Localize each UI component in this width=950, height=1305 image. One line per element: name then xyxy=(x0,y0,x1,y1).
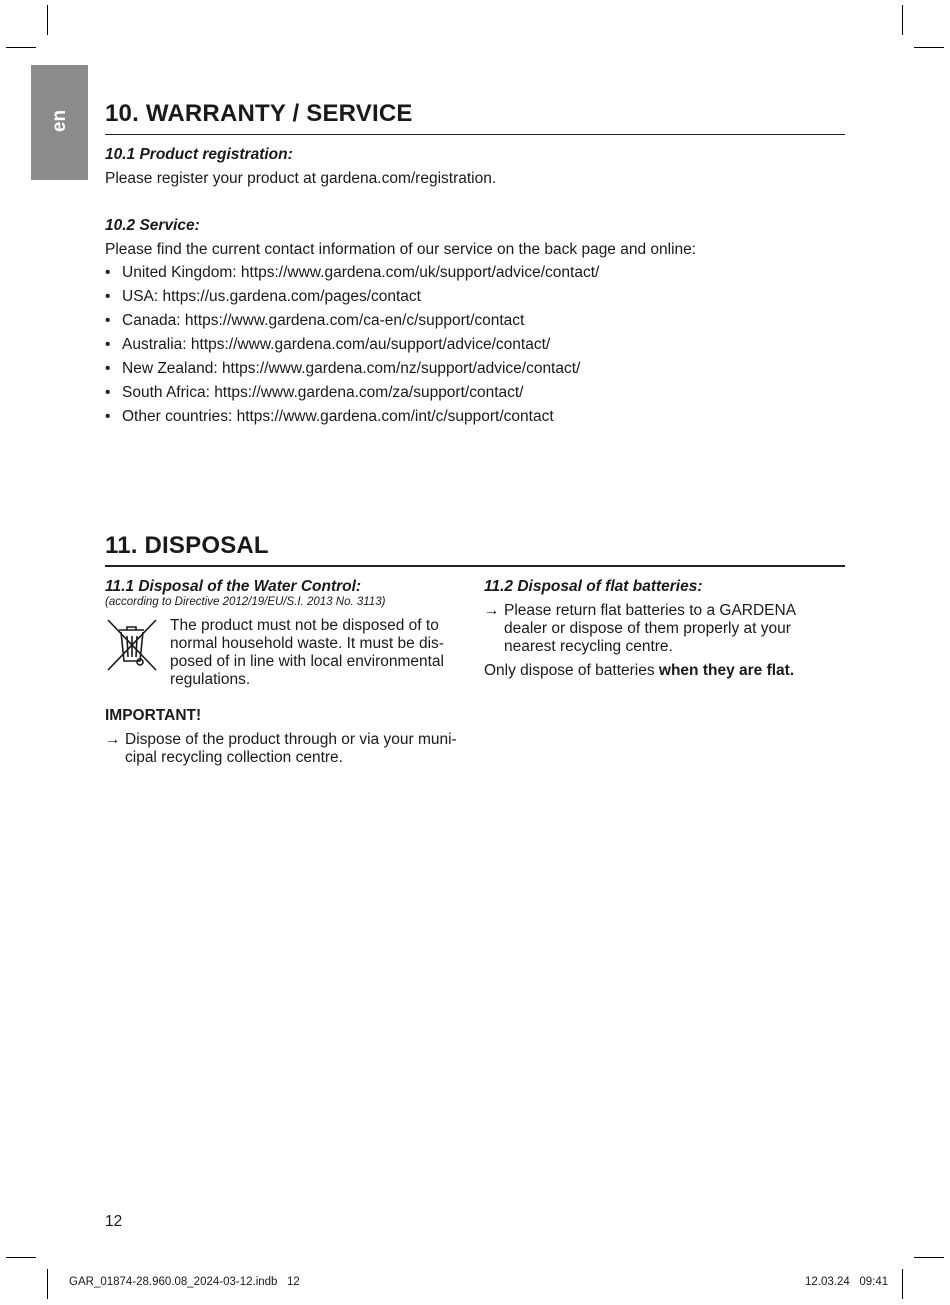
footer-filename: GAR_01874-28.960.08_2024-03-12.indb 12 xyxy=(69,1276,300,1288)
language-tab-label: en xyxy=(48,109,70,133)
instruction-line: Please return flat batteries to a GARDENA xyxy=(504,602,797,619)
instruction-line: nearest recycling centre. xyxy=(504,638,673,655)
contact-south-africa: • South Africa: https://www.gardena.com/za/support/contact/ xyxy=(105,384,599,408)
important-label: IMPORTANT! xyxy=(105,707,202,724)
dispose-product-instruction xyxy=(105,731,457,767)
directive-note: (according to Directive 2012/19/EU/S.I. 2013 No. 3113) xyxy=(105,596,386,608)
instruction-line: cipal recycling collection centre. xyxy=(125,749,343,766)
contact-uk: • United Kingdom: https://www.gardena.com/uk/support/advice/contact/ xyxy=(105,264,599,288)
section-10-rule xyxy=(105,134,845,135)
service-heading: 10.2 Service: xyxy=(105,217,200,234)
service-intro: Please find the current contact information of our service on the back page and online: xyxy=(105,241,697,258)
crop-mark xyxy=(914,1257,944,1258)
weee-paragraph xyxy=(170,617,444,689)
crop-mark xyxy=(47,5,48,35)
flat-batteries-note xyxy=(484,662,794,680)
instruction-line: Dispose of the product through or via your muni- xyxy=(125,731,457,748)
arrow-right-icon: → xyxy=(484,602,500,619)
language-tab xyxy=(31,65,88,180)
contact-new-zealand: • New Zealand: https://www.gardena.com/nz/support/advice/contact/ xyxy=(105,360,599,384)
crop-mark xyxy=(6,47,36,48)
crop-mark xyxy=(6,1257,36,1258)
arrow-right-icon: → xyxy=(105,731,121,748)
weee-line: posed of in line with local environmental xyxy=(170,653,444,670)
service-contact-list xyxy=(105,264,599,432)
crop-mark xyxy=(47,1269,48,1299)
section-11-title: 11. DISPOSAL xyxy=(105,532,269,559)
contact-usa: • USA: https://us.gardena.com/pages/contact xyxy=(105,288,599,312)
weee-line: normal household waste. It must be dis- xyxy=(170,635,444,652)
footer-timestamp: 12.03.24 09:41 xyxy=(805,1276,889,1288)
instruction-line: dealer or dispose of them properly at your xyxy=(504,620,791,637)
crop-mark xyxy=(902,5,903,35)
note-emphasis: when they are flat. xyxy=(658,662,795,679)
registration-text: Please register your product at gardena.com/registration. xyxy=(105,170,497,187)
contact-canada: • Canada: https://www.gardena.com/ca-en/c/support/contact xyxy=(105,312,599,336)
section-11-rule xyxy=(105,565,845,567)
contact-other: • Other countries: https://www.gardena.com/int/c/support/contact xyxy=(105,408,599,432)
water-control-disposal-heading: 11.1 Disposal of the Water Control: xyxy=(105,578,362,595)
return-batteries-instruction xyxy=(484,602,796,656)
section-10-title: 10. WARRANTY / SERVICE xyxy=(105,100,413,127)
crop-mark xyxy=(914,47,944,48)
weee-line: The product must not be disposed of to xyxy=(170,617,439,634)
note-prefix: Only dispose of batteries xyxy=(484,662,659,679)
page-number: 12 xyxy=(105,1213,123,1230)
contact-australia: • Australia: https://www.gardena.com/au/support/advice/contact/ xyxy=(105,336,599,360)
crop-mark xyxy=(902,1269,903,1299)
registration-heading: 10.1 Product registration: xyxy=(105,146,293,163)
weee-line: regulations. xyxy=(170,671,251,688)
battery-disposal-heading: 11.2 Disposal of flat batteries: xyxy=(484,578,703,595)
crossed-bin-icon xyxy=(106,618,158,672)
